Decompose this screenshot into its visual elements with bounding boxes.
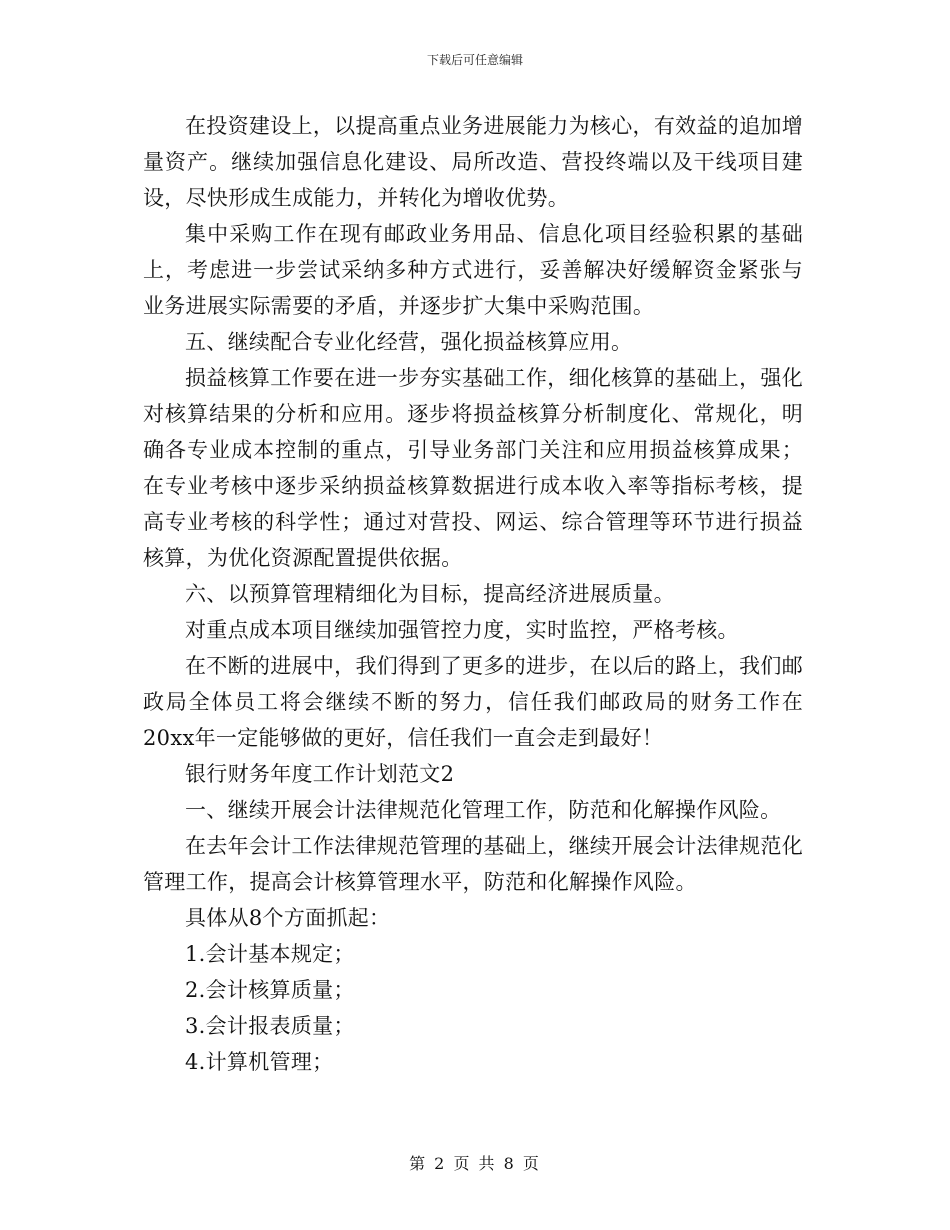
paragraph-investment: 在投资建设上，以提高重点业务进展能力为核心，有效益的追加增量资产。继续加强信息化建设、局所改造、营投终端以及干线项目建设，尽快形成生成能力，并转化为增收优势。: [143, 114, 803, 210]
section-heading-five: 五、继续配合专业化经营，强化损益核算应用。: [185, 330, 633, 354]
list-item: 2.会计核算质量；: [185, 978, 355, 1002]
page-number-footer: 第 2 页 共 8 页: [409, 1154, 541, 1173]
section-heading-one: 一、继续开展会计法律规范化管理工作，防范和化解操作风险。: [185, 798, 782, 822]
document-subtitle: 银行财务年度工作计划范文2: [185, 762, 455, 786]
paragraph-accounting-standards: 在去年会计工作法律规范管理的基础上，继续开展会计法律规范化管理工作，提高会计核算管理水平，防范和化解操作风险。: [143, 834, 803, 894]
paragraph-profit-loss-accounting: 损益核算工作要在进一步夯实基础工作，细化核算的基础上，强化对核算结果的分析和应用。逐步将损益核算分析制度化、常规化，明确各专业成本控制的重点，引导业务部门关注和应用损益核算成果；在专业考核中逐步采纳损益核算数据进行成本收入率等指标考核，提高专业考核的科学性；通过对营投、网运、综合管理等环节进行损益核算，为优化资源配置提供依据。: [143, 366, 803, 570]
paragraph-procurement: 集中采购工作在现有邮政业务用品、信息化项目经验积累的基础上，考虑进一步尝试采纳多种方式进行，妥善解决好缓解资金紧张与业务进展实际需要的矛盾，并逐步扩大集中采购范围。: [143, 222, 803, 318]
section-heading-six: 六、以预算管理精细化为目标，提高经济进展质量。: [185, 582, 675, 606]
paragraph-eight-aspects: 具体从8个方面抓起：: [185, 906, 391, 930]
list-item: 3.会计报表质量；: [185, 1014, 355, 1038]
list-item: 1.会计基本规定；: [185, 942, 355, 966]
list-item: 4.计算机管理；: [185, 1050, 334, 1074]
page-header-note: 下载后可任意编辑: [426, 53, 523, 67]
paragraph-closing: 在不断的进展中，我们得到了更多的进步，在以后的路上，我们邮政局全体员工将会继续不断的努力，信任我们邮政局的财务工作在20xx年一定能够做的更好，信任我们一直会走到最好！: [143, 654, 803, 750]
document-body: [143, 108, 803, 1080]
paragraph-cost-control: 对重点成本项目继续加强管控力度，实时监控，严格考核。: [185, 618, 739, 642]
